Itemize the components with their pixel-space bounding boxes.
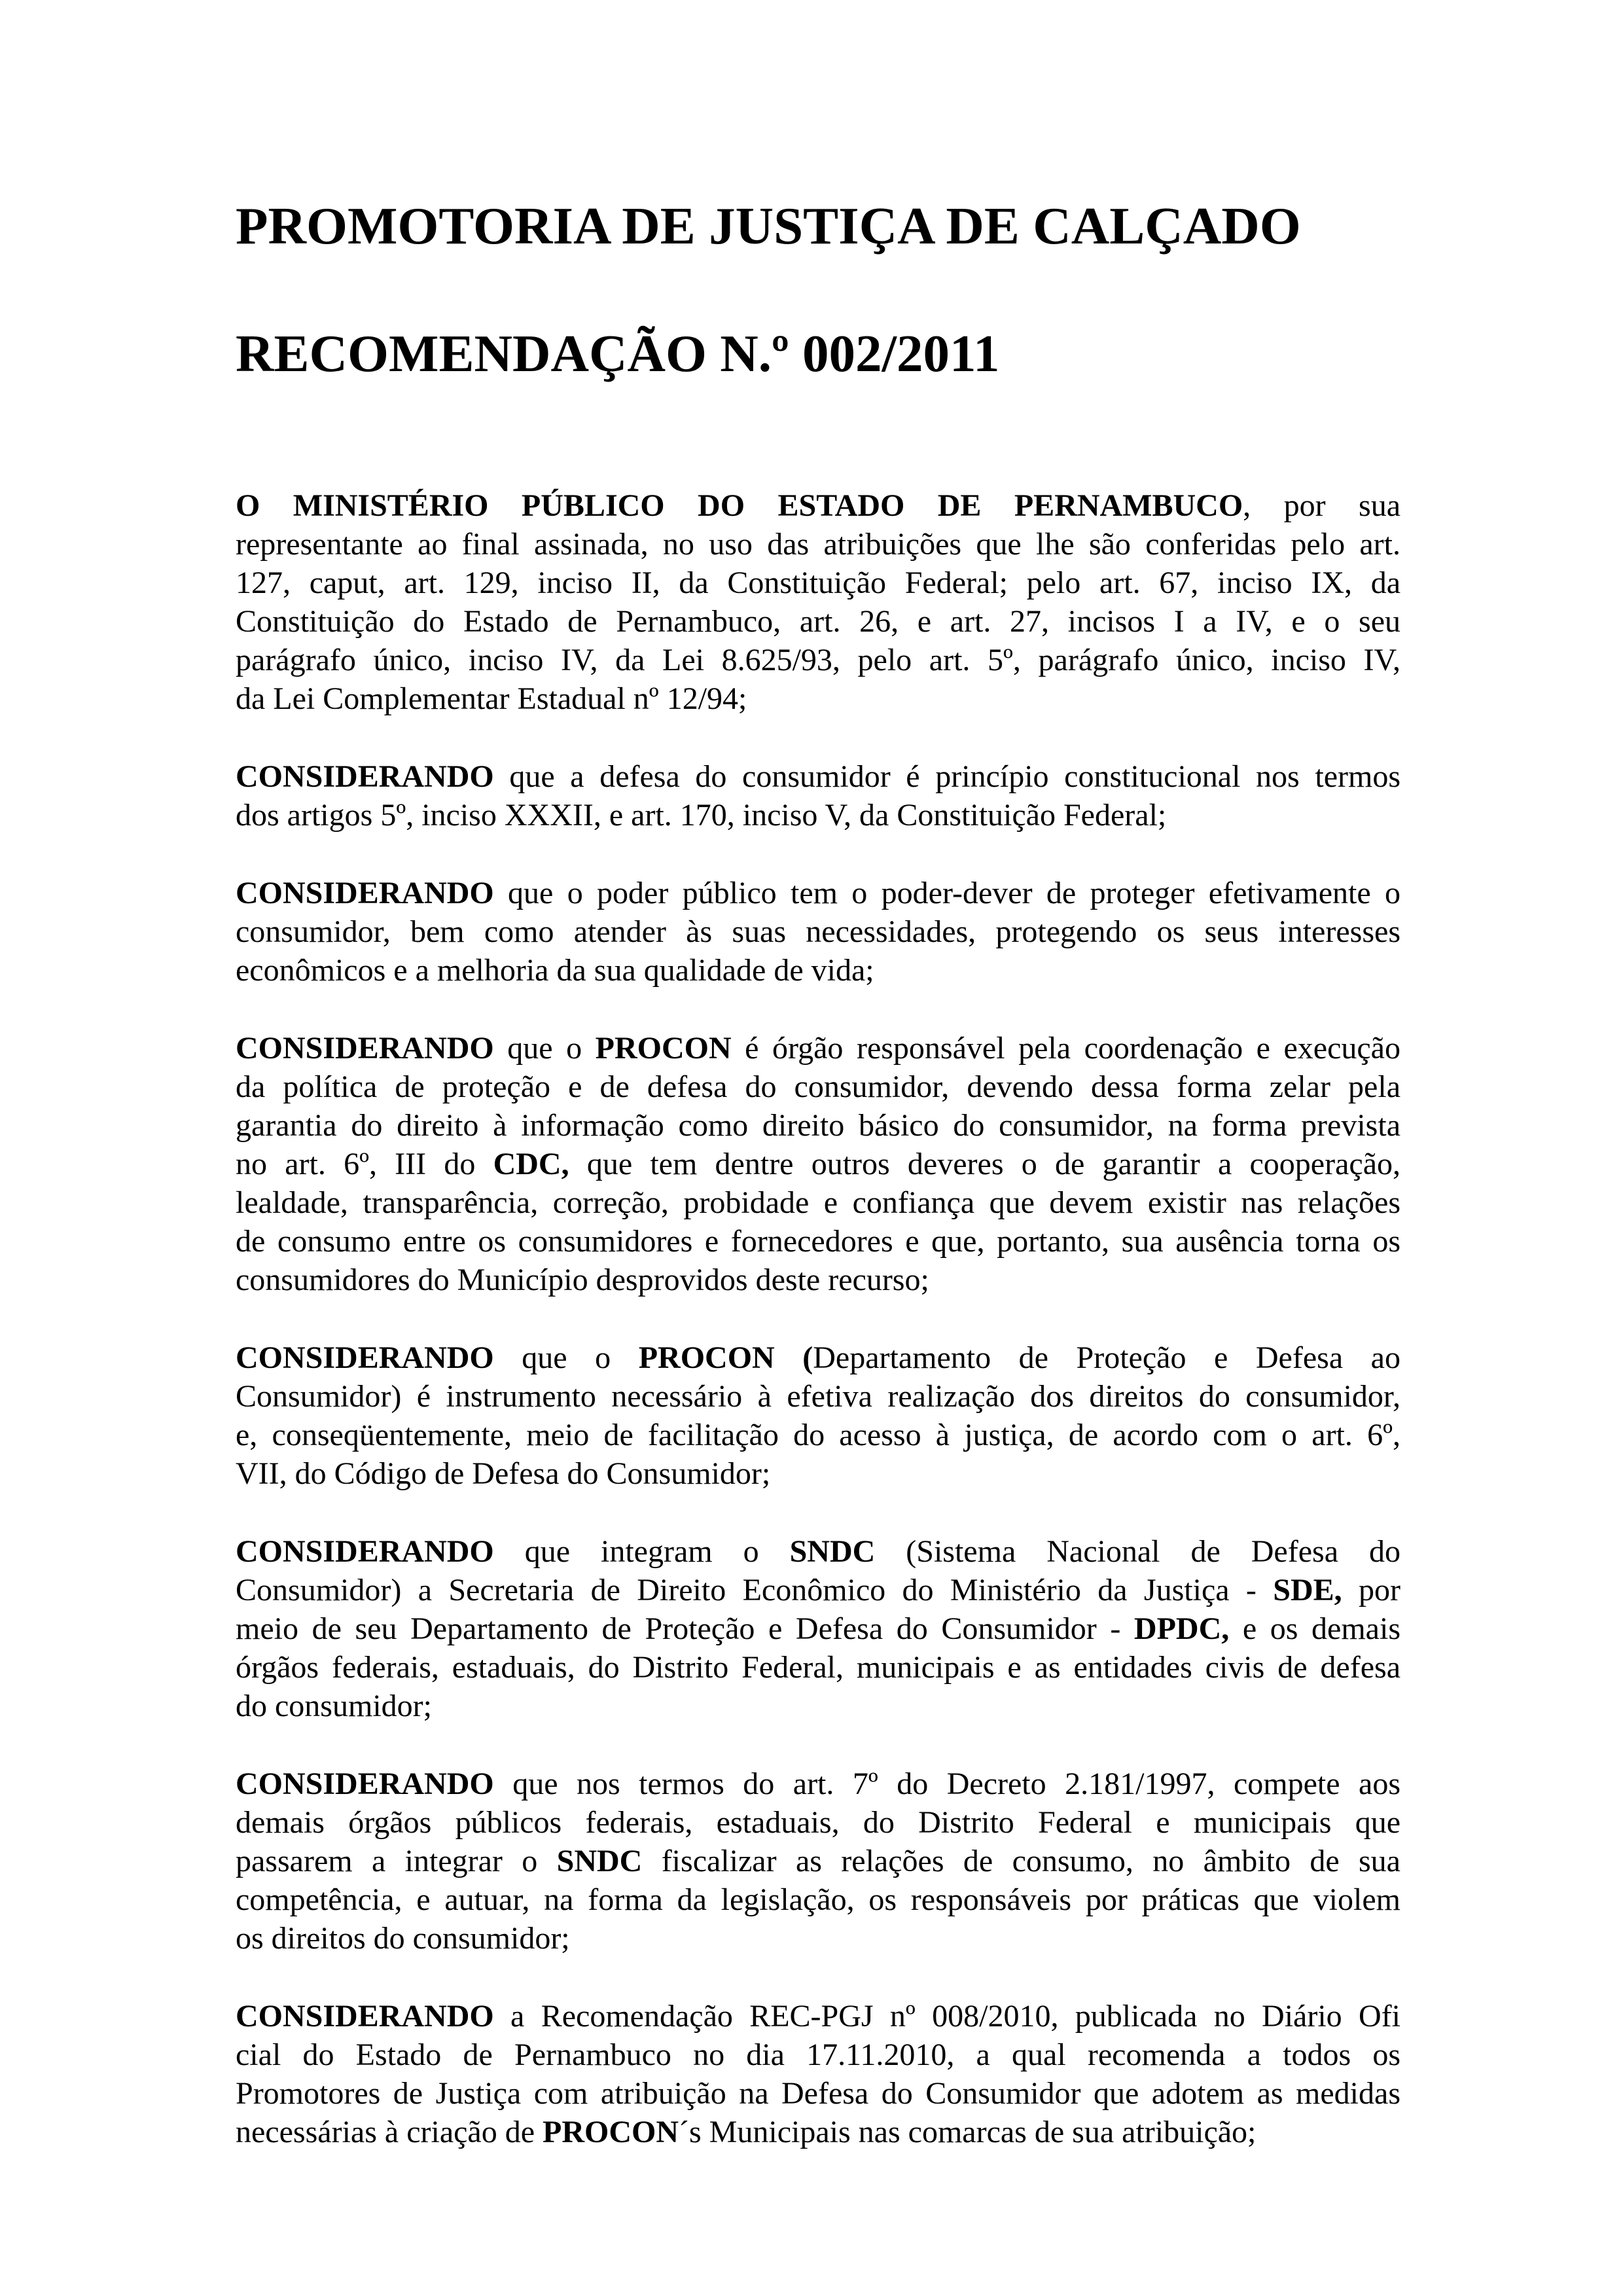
line-text: e os demais	[1229, 1611, 1400, 1646]
text-line	[236, 1919, 1400, 1958]
line-text: que tem dentre outros deveres o de garantir a cooperação,	[569, 1147, 1400, 1181]
bold-term: CONSIDERANDO	[236, 1340, 494, 1375]
office-title: PROMOTORIA DE JUSTIÇA DE CALÇADO	[236, 196, 1301, 255]
considerando-paragraph	[236, 874, 1400, 990]
considerando-paragraph	[236, 1532, 1400, 1725]
text-line	[236, 912, 1400, 951]
line-text: do consumidor;	[236, 1689, 432, 1723]
line-text: que o	[493, 1340, 639, 1375]
document-text	[236, 486, 1400, 2191]
text-line	[236, 1261, 1400, 1299]
bold-term: PROCON	[595, 1031, 732, 1066]
text-line	[236, 1222, 1400, 1261]
line-text: lealdade, transparência, correção, probidade e confiança que devem existir nas relações	[236, 1185, 1400, 1220]
bold-term: PROCON	[543, 2115, 679, 2149]
text-line	[236, 1842, 1400, 1880]
bold-term: SDE,	[1273, 1573, 1342, 1607]
text-line	[236, 1609, 1400, 1648]
line-text: consumidor, bem como atender às suas necessidades, protegendo os seus interesses	[236, 914, 1400, 949]
text-line	[236, 1183, 1400, 1222]
considerando-paragraph	[236, 1997, 1400, 2151]
considerando-paragraph	[236, 757, 1400, 834]
line-text: Departamento de Proteção e Defesa ao	[813, 1340, 1400, 1375]
line-text: que integram o	[493, 1534, 790, 1569]
line-text: competência, e autuar, na forma da legislação, os responsáveis por práticas que violem	[236, 1882, 1400, 1917]
bold-term: CONSIDERANDO	[236, 876, 494, 910]
text-line	[236, 2074, 1400, 2113]
text-line	[236, 757, 1400, 796]
text-line	[236, 1803, 1400, 1842]
preamble-paragraph	[236, 486, 1400, 718]
bold-term: CDC,	[493, 1147, 569, 1181]
text-line	[236, 641, 1400, 679]
text-line	[236, 1765, 1400, 1803]
text-line	[236, 874, 1400, 912]
line-text: parágrafo único, inciso IV, da Lei 8.625/93, pelo art. 5º, parágrafo único, inciso IV,	[236, 643, 1400, 677]
line-text: demais órgãos públicos federais, estaduais, do Distrito Federal e municipais que	[236, 1805, 1400, 1840]
bold-term: CONSIDERANDO	[236, 759, 494, 794]
text-line	[236, 1029, 1400, 1067]
line-text: 127, caput, art. 129, inciso II, da Constituição Federal; pelo art. 67, inciso IX, da	[236, 565, 1400, 600]
bold-term: DPDC,	[1133, 1611, 1230, 1646]
line-text: fiscalizar as relações de consumo, no âmbito de sua	[642, 1844, 1400, 1878]
text-line	[236, 2036, 1400, 2074]
line-text: ´s Municipais nas comarcas de sua atribuição;	[679, 2115, 1257, 2149]
considerando-paragraph	[236, 1338, 1400, 1493]
line-text: da política de proteção e de defesa do consumidor, devendo dessa forma zelar pela	[236, 1069, 1400, 1104]
text-line	[236, 1145, 1400, 1183]
text-line	[236, 1067, 1400, 1106]
line-text: Consumidor) é instrumento necessário à efetiva realização dos direitos do consumidor,	[236, 1379, 1400, 1414]
text-line	[236, 1106, 1400, 1145]
line-text: , por sua	[1243, 488, 1400, 523]
line-text: que nos termos do art. 7º do Decreto 2.181/1997, compete aos	[493, 1767, 1400, 1801]
text-line	[236, 1687, 1400, 1725]
text-line	[236, 1416, 1400, 1454]
line-text: órgãos federais, estaduais, do Distrito Federal, municipais e as entidades civis de defesa	[236, 1650, 1400, 1685]
line-text: de consumo entre os consumidores e fornecedores e que, portanto, sua ausência torna os	[236, 1224, 1400, 1259]
line-text: cial do Estado de Pernambuco no dia 17.11.2010, a qual recomenda a todos os	[236, 2037, 1400, 2072]
line-text: a Recomendação REC-PGJ nº 008/2010, publicada no Diário Ofi	[493, 1999, 1400, 2034]
text-line	[236, 679, 1400, 718]
text-line	[236, 1648, 1400, 1687]
line-text: dos artigos 5º, inciso XXXII, e art. 170, inciso V, da Constituição Federal;	[236, 798, 1167, 833]
text-line	[236, 1454, 1400, 1493]
line-text: e, conseqüentemente, meio de facilitação do acesso à justiça, de acordo com o art. 6º,	[236, 1418, 1400, 1452]
line-text: passarem a integrar o	[236, 1844, 557, 1878]
bold-term: CONSIDERANDO	[236, 1031, 494, 1066]
line-text: (Sistema Nacional de Defesa do	[875, 1534, 1401, 1569]
bold-term: CONSIDERANDO	[236, 1999, 494, 2034]
text-line	[236, 525, 1400, 564]
line-text: que o	[493, 1031, 596, 1066]
line-text: por	[1342, 1573, 1401, 1607]
line-text: meio de seu Departamento de Proteção e Defesa do Consumidor -	[236, 1611, 1134, 1646]
text-line	[236, 1880, 1400, 1919]
bold-term: CONSIDERANDO	[236, 1767, 494, 1801]
line-text: da Lei Complementar Estadual nº 12/94;	[236, 681, 747, 716]
text-line	[236, 2113, 1400, 2151]
text-line	[236, 486, 1400, 525]
line-text: VII, do Código de Defesa do Consumidor;	[236, 1456, 771, 1491]
line-text: é órgão responsável pela coordenação e execução	[731, 1031, 1400, 1066]
line-text: representante ao final assinada, no uso das atribuições que lhe são conferidas pelo art.	[236, 527, 1400, 562]
considerando-paragraph	[236, 1765, 1400, 1958]
line-text: necessárias à criação de	[236, 2115, 543, 2149]
bold-term: PROCON (	[638, 1340, 813, 1375]
line-text: consumidores do Município desprovidos deste recurso;	[236, 1263, 929, 1297]
line-text: Constituição do Estado de Pernambuco, art. 26, e art. 27, incisos I a IV, e o seu	[236, 604, 1400, 639]
text-line	[236, 1338, 1400, 1377]
line-text: econômicos e a melhoria da sua qualidade de vida;	[236, 953, 874, 988]
line-text: que o poder público tem o poder-dever de proteger efetivamente o	[493, 876, 1400, 910]
considerando-paragraph	[236, 1029, 1400, 1299]
line-text: Consumidor) a Secretaria de Direito Econômico do Ministério da Justiça -	[236, 1573, 1274, 1607]
text-line	[236, 951, 1400, 990]
line-text: que a defesa do consumidor é princípio constitucional nos termos	[493, 759, 1400, 794]
text-line	[236, 1997, 1400, 2036]
line-text: Promotores de Justiça com atribuição na Defesa do Consumidor que adotem as medidas	[236, 2076, 1400, 2111]
recommendation-number: RECOMENDAÇÃO N.º 002/2011	[236, 324, 1000, 383]
bold-term: SNDC	[556, 1844, 643, 1878]
bold-term: O MINISTÉRIO PÚBLICO DO ESTADO DE PERNAMBUCO	[236, 488, 1243, 523]
line-text: no art. 6º, III do	[236, 1147, 493, 1181]
text-line	[236, 602, 1400, 641]
line-text: garantia do direito à informação como direito básico do consumidor, na forma prevista	[236, 1108, 1400, 1143]
line-text: os direitos do consumidor;	[236, 1921, 570, 1956]
text-line	[236, 1532, 1400, 1571]
text-line	[236, 796, 1400, 834]
bold-term: SNDC	[789, 1534, 876, 1569]
bold-term: CONSIDERANDO	[236, 1534, 494, 1569]
text-line	[236, 1571, 1400, 1609]
text-line	[236, 564, 1400, 602]
text-line	[236, 1377, 1400, 1416]
